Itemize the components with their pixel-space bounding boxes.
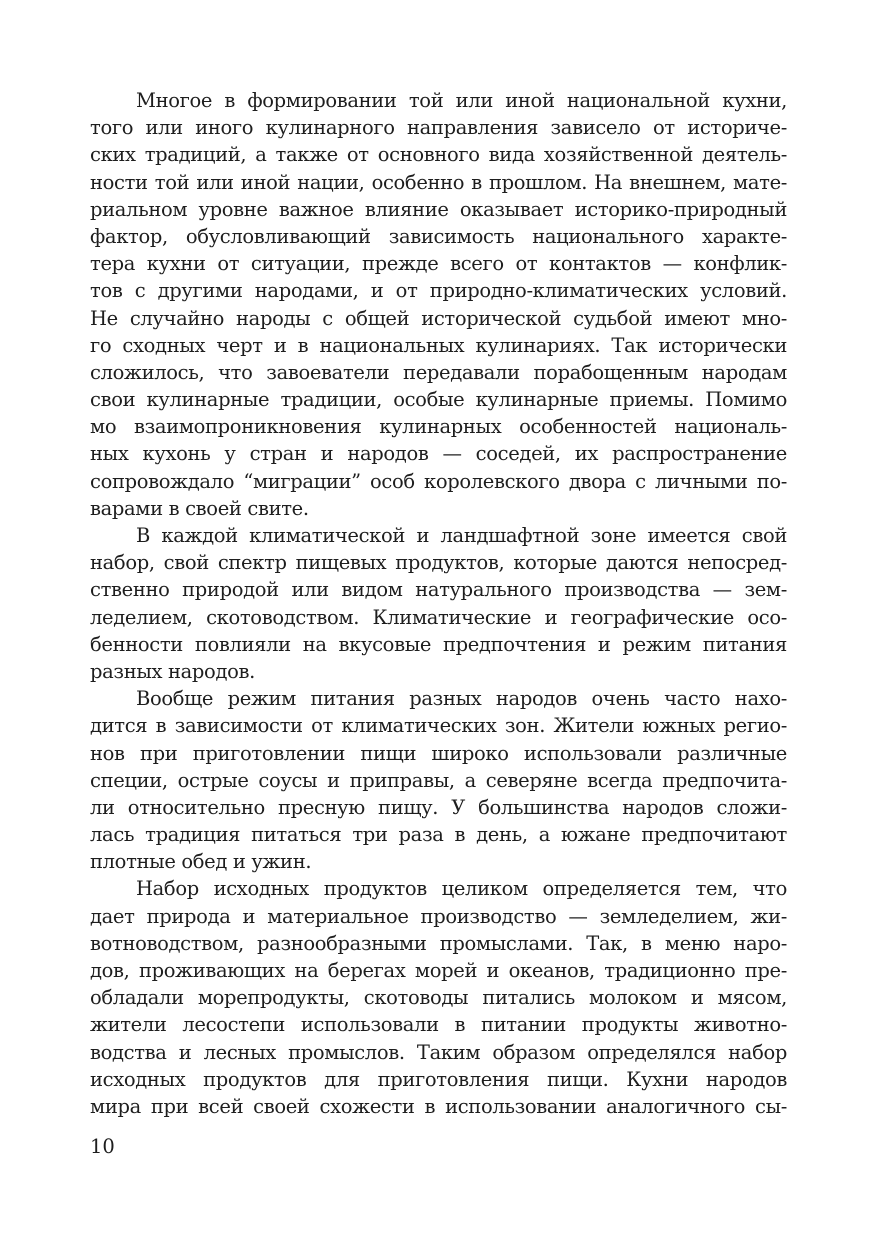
text-line: го сходных черт и в национальных кулинариях. Так исторически bbox=[90, 333, 787, 357]
page-number: 10 bbox=[90, 1135, 115, 1158]
text-line: бенности повлияли на вкусовые предпочтения и режим питания bbox=[90, 632, 787, 656]
text-line: вотноводством, разнообразными промыслами. Так, в меню наро- bbox=[90, 931, 787, 955]
text-line: В каждой климатической и ландшафтной зоне имеется свой bbox=[136, 524, 787, 547]
text-line: дает природа и материальное производство — земледелием, жи- bbox=[90, 904, 787, 928]
text-line: тов с другими народами, и от природно-климатических условий. bbox=[90, 279, 787, 303]
text-line: мо взаимопроникновения кулинарных особенностей националь- bbox=[90, 415, 787, 439]
text-line: ности той или иной нации, особенно в прошлом. На внешнем, мате- bbox=[90, 170, 787, 194]
paragraph-2 bbox=[90, 522, 787, 685]
text-line: того или иного кулинарного направления зависело от историче- bbox=[90, 116, 787, 140]
paragraph-3 bbox=[90, 685, 787, 875]
text-line: дится в зависимости от климатических зон. Жители южных регио- bbox=[90, 714, 787, 738]
text-line: ли относительно пресную пищу. У большинства народов сложи- bbox=[90, 795, 787, 819]
text-line: тера кухни от ситуации, прежде всего от контактов — конфлик- bbox=[90, 252, 787, 276]
text-line: Многое в формировании той или иной национальной кухни, bbox=[136, 89, 787, 112]
text-line: ных кухонь у стран и народов — соседей, их распространение bbox=[90, 442, 787, 466]
text-line: исходных продуктов для приготовления пищи. Кухни народов bbox=[90, 1067, 787, 1091]
text-line: сопровождало “миграции” особ королевского двора с личными по- bbox=[90, 469, 787, 493]
text-line: водства и лесных промыслов. Таким образом определялся набор bbox=[90, 1040, 787, 1064]
text-line: Набор исходных продуктов целиком определяется тем, что bbox=[136, 877, 787, 901]
text-line: свои кулинарные традиции, особые кулинарные приемы. Помимо bbox=[90, 388, 787, 412]
paragraph-4 bbox=[90, 875, 787, 1120]
text-line: варами в своей свите. bbox=[90, 496, 309, 520]
text-line: плотные обед и ужин. bbox=[90, 850, 312, 874]
text-line: сложилось, что завоеватели передавали порабощенным народам bbox=[90, 360, 787, 384]
text-line: леделием, скотоводством. Климатические и географические осо- bbox=[90, 605, 787, 629]
text-line: жители лесостепи использовали в питании продукты животно- bbox=[90, 1013, 787, 1037]
text-line: ственно природой или видом натурального производства — зем- bbox=[90, 578, 787, 602]
page-body bbox=[90, 87, 787, 1120]
text-line: дов, проживающих на берегах морей и океанов, традиционно пре- bbox=[90, 959, 787, 982]
text-line: Не случайно народы с общей исторической судьбой имеют мно- bbox=[90, 306, 787, 330]
text-line: фактор, обусловливающий зависимость национального характе- bbox=[90, 224, 787, 248]
text-line: набор, свой спектр пищевых продуктов, которые даются непосред- bbox=[90, 551, 787, 575]
text-line: нов при приготовлении пищи широко использовали различные bbox=[90, 741, 787, 765]
text-line: лась традиция питаться три раза в день, а южане предпочитают bbox=[90, 823, 787, 847]
paragraph-1 bbox=[90, 87, 787, 522]
text-line: разных народов. bbox=[90, 659, 255, 683]
text-line: ских традиций, а также от основного вида хозяйственной деятель- bbox=[90, 143, 787, 167]
text-line: специи, острые соусы и приправы, а северяне всегда предпочита- bbox=[90, 768, 787, 792]
text-line: Вообще режим питания разных народов очень часто нахо- bbox=[136, 687, 787, 711]
text-line: мира при всей своей схожести в использовании аналогичного сы- bbox=[90, 1094, 787, 1118]
text-line: риальном уровне важное влияние оказывает историко-природный bbox=[90, 197, 787, 221]
text-line: обладали морепродукты, скотоводы питались молоком и мясом, bbox=[90, 986, 787, 1010]
